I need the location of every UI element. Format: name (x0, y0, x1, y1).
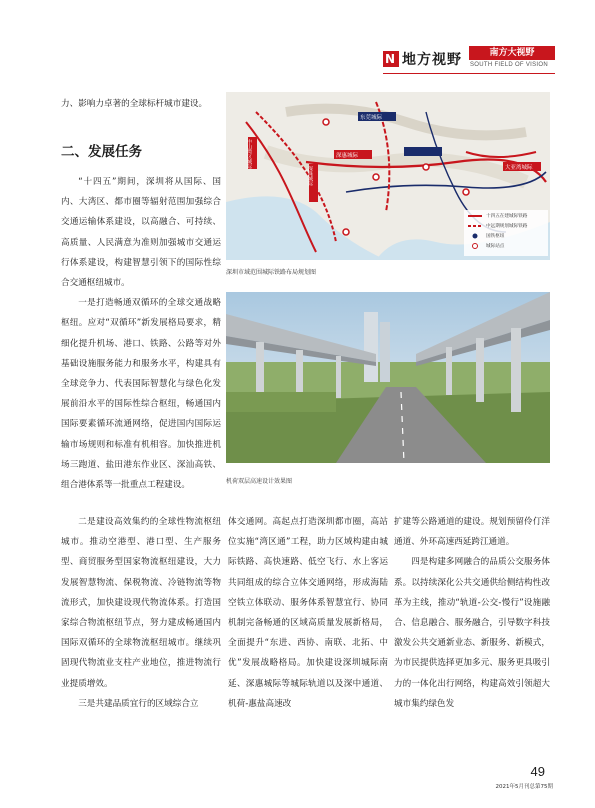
paragraph: 二是建设高效集约的全球性物流枢纽城市。推动空港型、港口型、生产服务型、商贸服务型国家物流枢纽建设，大力发展智慧物流、保税物流、冷链物流等物流形式，加快建设现代物流体系。打造国家综合物流枢纽节点，努力建成畅通国内国际双循环的全球物流枢纽城市。继续巩固现代物流业支柱产业地位，推进物流行业提质增效。 (61, 517, 221, 689)
paragraph: 一是打造畅通双循环的全球交通战略枢纽。应对“双循环”新发展格局要求，精细化提升机场、港口、铁路、公路等对外基础设施服务能力和服务水平，构建具有全球竞争力、代表国际智慧化与绿色化发展前沿水平的国际性综合枢纽，畅通国内国际要素循环流通网络，促进国内国际运输市场规则和标准有机相容。加快推进机场三跑道、盐田港东作业区、深汕高铁、组合港体系等一批重点工程建设。 (61, 298, 221, 491)
highway-image (226, 292, 550, 463)
header-rule (383, 73, 555, 74)
section-subtitle: SOUTH FIELD OF VISION (470, 62, 548, 68)
bottom-column-3 (394, 512, 550, 714)
intro-line: 力、影响力卓著的全球标杆城市建设。 (61, 99, 208, 109)
paragraph: 扩建等公路通道的建设。规划预留伶仃洋通道、外环高速西延跨江通道。 (394, 517, 550, 548)
highway-rendering (226, 292, 550, 463)
map-caption: 深圳市域范围城际铁路布局规划图 (226, 269, 317, 276)
map-label: 东莞城际 (360, 115, 383, 121)
paragraph: “十四五”期间，深圳将从国际、国内、大湾区、都市圈等辐射范围加强综合交通运输体系建设，以高融合、可持续、高质量、人民满意为准则加强城市交通运行体系建设，构建智慧引领下的国际性综合交通枢纽城市。 (61, 177, 221, 289)
rendering-caption: 机荷双层高速设计效果图 (226, 478, 293, 485)
bottom-column-2 (228, 512, 388, 714)
paragraph: 四是构建多网融合的品质公交服务体系。以持续深化公共交通供给侧结构性改革为主线，推动“轨道-公交-慢行”设施融合、信息融合、服务融合，引导数字科技激发公共交通新业态、新服务、新模式，为市民提供选择更加多元、服务更具吸引力的一体化出行网络，构建高效引领超大城市集约绿色发 (394, 557, 550, 709)
magazine-logo (383, 47, 463, 74)
page-number: 49 (530, 764, 545, 779)
paragraph: 体交通网。高起点打造深圳都市圈，高站位实施“湾区通”工程，助力区域构建由城际铁路、高快速路、低空飞行、水上客运共同组成的综合立体交通网络，形成海陆空铁立体联动、服务体系智慧宜行、协同机制完备畅通的区域高质量发展新格局，全面提升“东进、西协、南联、北拓、中优”发展战略格局。加快建设深圳城际南延、深惠城际等城际轨道以及深中通道、机荷-惠盐高速改 (228, 517, 388, 709)
paragraph: 三是共建品质宜行的区域综合立 (78, 698, 199, 709)
issue-line: 2021年5月刊总第75期 (495, 784, 553, 790)
section-tag: 南方大视野 (469, 46, 555, 60)
railway-map-figure (226, 92, 550, 260)
bottom-column-1 (61, 512, 221, 714)
map-legend-item: 城际站点 (486, 244, 505, 249)
logo-letter: N (385, 52, 396, 66)
magazine-name: 地方视野 (402, 52, 462, 68)
map-label: 深珠城际 (307, 166, 313, 186)
map-legend-item: 十四五在建城际铁路 (486, 214, 528, 219)
map-legend-item: 国铁枢纽 (486, 234, 505, 239)
map-legend-item: 中远期规划城际铁路 (486, 224, 528, 229)
map-label: 大亚湾城际 (505, 165, 533, 171)
left-column (61, 172, 221, 495)
map-label: 中山湾区城际 (246, 139, 252, 169)
map-label: 深惠城际 (336, 153, 359, 159)
section-heading: 二、发展任务 (61, 144, 142, 160)
